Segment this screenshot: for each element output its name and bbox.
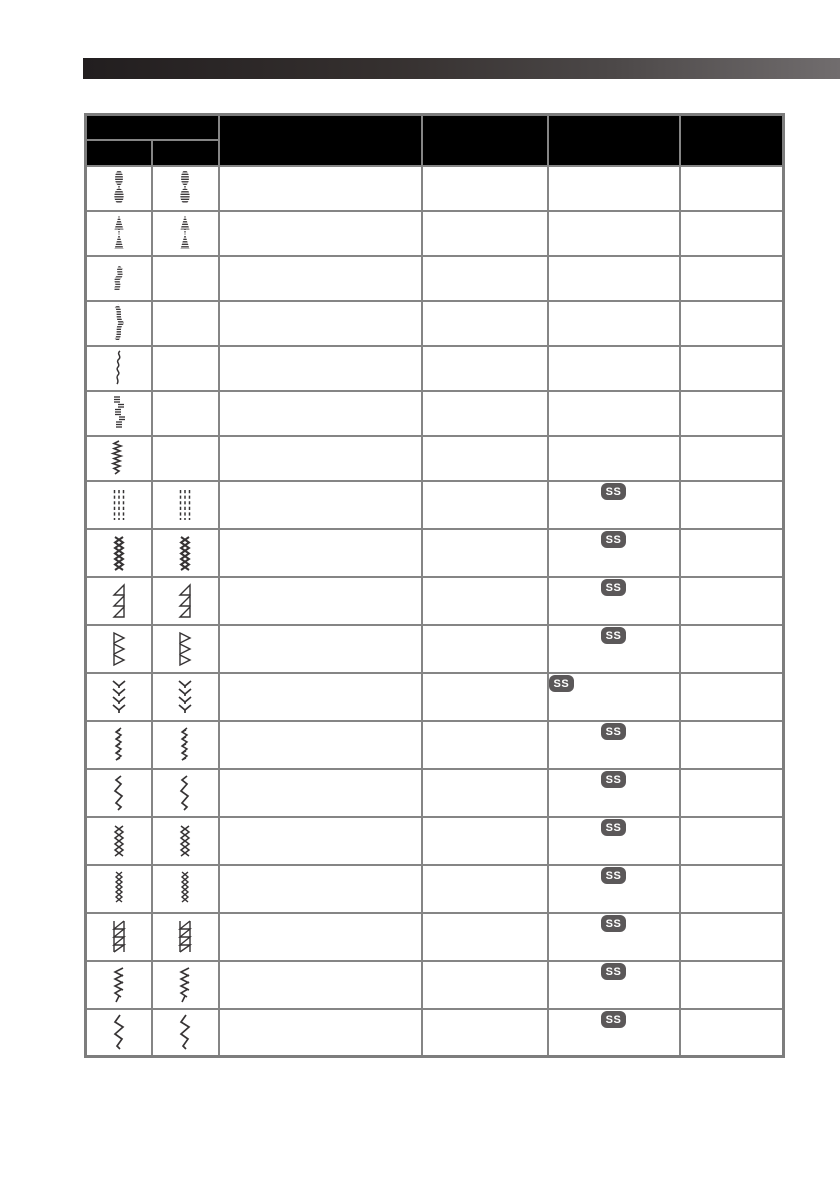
column-6-cell [680, 673, 784, 721]
stitch-row [86, 391, 784, 436]
stitch-row [86, 1009, 784, 1057]
column-4-cell [422, 625, 548, 673]
tapered-satin-stitch-icon [174, 214, 196, 252]
overlock-left-stitch-icon [108, 582, 130, 620]
column-5-cell [548, 961, 680, 1009]
description-cell [219, 481, 422, 529]
pattern-cell-a [86, 577, 152, 625]
column-6-cell [680, 166, 784, 211]
ric-rac-stitch-icon [174, 534, 196, 572]
table-header [86, 115, 784, 166]
pattern-cell-a [86, 301, 152, 346]
description-cell [219, 436, 422, 481]
diamond-stitch-icon [108, 870, 130, 908]
feather-chevron-stitch-icon [174, 678, 196, 716]
column-4-cell [422, 673, 548, 721]
ss-badge: SS [601, 1011, 627, 1028]
ss-badge: SS [601, 771, 627, 788]
column-6-cell [680, 961, 784, 1009]
column-6-cell [680, 817, 784, 865]
pattern-cell-a [86, 256, 152, 301]
column-6-cell [680, 625, 784, 673]
scallop-satin-stitch-icon [108, 304, 130, 342]
stitch-row [86, 721, 784, 769]
pattern-cell-b [152, 1009, 219, 1057]
pattern-cell-b [152, 913, 219, 961]
description-cell [219, 865, 422, 913]
column-5-cell [548, 346, 680, 391]
stitch-row [86, 913, 784, 961]
blind-hem-stitch-icon [108, 774, 130, 812]
overlock-left-stitch-icon [174, 582, 196, 620]
stretch-zigzag-stitch-icon [174, 1013, 196, 1051]
column-6-cell [680, 481, 784, 529]
pattern-cell-b [152, 769, 219, 817]
column-5-cell [548, 436, 680, 481]
column-4-cell [422, 1009, 548, 1057]
darning-stitch-icon [108, 439, 130, 477]
slant-feather-stitch-icon [108, 966, 130, 1004]
column-5-cell [548, 211, 680, 256]
description-cell [219, 301, 422, 346]
column-6-cell [680, 256, 784, 301]
pattern-cell-b [152, 346, 219, 391]
stitch-row [86, 166, 784, 211]
column-6-cell [680, 391, 784, 436]
pattern-cell-b [152, 436, 219, 481]
column-6-cell [680, 211, 784, 256]
pattern-cell-b [152, 673, 219, 721]
curved-satin-stitch-icon [108, 259, 130, 297]
description-cell [219, 256, 422, 301]
pattern-cell-a [86, 436, 152, 481]
ric-rac-stitch-icon [108, 534, 130, 572]
herringbone-stitch-icon [108, 726, 130, 764]
pattern-cell-a [86, 913, 152, 961]
ss-badge: SS [601, 579, 627, 596]
column-5-cell [548, 166, 680, 211]
boxed-overlock-stitch-icon [174, 918, 196, 956]
smocking-stitch-icon [108, 822, 130, 860]
header-sub-col-a [86, 140, 152, 166]
column-4-cell [422, 529, 548, 577]
ss-badge: SS [549, 675, 575, 692]
stitch-row [86, 817, 784, 865]
header-pattern-group [86, 115, 219, 140]
pattern-cell-b [152, 961, 219, 1009]
description-cell [219, 769, 422, 817]
stitch-reference-table [84, 113, 785, 1058]
header-column-4 [422, 115, 548, 166]
overlock-right-stitch-icon [108, 630, 130, 668]
header-column-5 [548, 115, 680, 166]
description-cell [219, 1009, 422, 1057]
blind-hem-stitch-icon [174, 774, 196, 812]
header-sub-col-b [152, 140, 219, 166]
ss-badge: SS [601, 531, 627, 548]
column-6-cell [680, 721, 784, 769]
header-column-6 [680, 115, 784, 166]
overlock-right-stitch-icon [174, 630, 196, 668]
column-4-cell [422, 166, 548, 211]
pattern-cell-a [86, 769, 152, 817]
column-4-cell [422, 301, 548, 346]
stretch-zigzag-stitch-icon [108, 1013, 130, 1051]
pattern-cell-a [86, 166, 152, 211]
ss-badge: SS [601, 723, 627, 740]
pattern-cell-b [152, 301, 219, 346]
pattern-cell-a [86, 391, 152, 436]
pattern-cell-a [86, 529, 152, 577]
diamond-stitch-icon [174, 870, 196, 908]
pattern-cell-b [152, 865, 219, 913]
column-6-cell [680, 865, 784, 913]
column-4-cell [422, 865, 548, 913]
pattern-cell-b [152, 256, 219, 301]
slant-feather-stitch-icon [174, 966, 196, 1004]
stitch-row [86, 346, 784, 391]
boxed-overlock-stitch-icon [108, 918, 130, 956]
ss-badge: SS [601, 627, 627, 644]
column-4-cell [422, 769, 548, 817]
pattern-cell-b [152, 166, 219, 211]
column-6-cell [680, 1009, 784, 1057]
column-5-cell [548, 529, 680, 577]
pattern-cell-a [86, 481, 152, 529]
stitch-row [86, 961, 784, 1009]
column-5-cell [548, 301, 680, 346]
column-6-cell [680, 769, 784, 817]
column-6-cell [680, 436, 784, 481]
description-cell [219, 529, 422, 577]
column-5-cell [548, 721, 680, 769]
column-4-cell [422, 961, 548, 1009]
pattern-cell-b [152, 211, 219, 256]
column-6-cell [680, 529, 784, 577]
stitch-row [86, 211, 784, 256]
column-4-cell [422, 481, 548, 529]
column-4-cell [422, 391, 548, 436]
ss-badge: SS [601, 963, 627, 980]
description-cell [219, 913, 422, 961]
column-5-cell [548, 817, 680, 865]
column-5-cell [548, 1009, 680, 1057]
stitch-table-body [86, 166, 784, 1057]
stitch-row [86, 673, 784, 721]
pattern-cell-b [152, 625, 219, 673]
column-4-cell [422, 346, 548, 391]
description-cell [219, 391, 422, 436]
stitch-row [86, 865, 784, 913]
description-cell [219, 166, 422, 211]
description-cell [219, 625, 422, 673]
stitch-row [86, 481, 784, 529]
column-5-cell [548, 865, 680, 913]
column-4-cell [422, 913, 548, 961]
stitch-row [86, 577, 784, 625]
section-title-bar [83, 58, 840, 79]
wave-stitch-icon [108, 349, 130, 387]
column-5-cell [548, 481, 680, 529]
description-cell [219, 346, 422, 391]
column-5-cell [548, 256, 680, 301]
column-6-cell [680, 913, 784, 961]
column-5-cell [548, 391, 680, 436]
smocking-stitch-icon [174, 822, 196, 860]
stitch-row [86, 301, 784, 346]
triple-straight-stitch-icon [108, 486, 130, 524]
pattern-cell-a [86, 961, 152, 1009]
column-5-cell [548, 625, 680, 673]
ss-badge: SS [601, 867, 627, 884]
description-cell [219, 577, 422, 625]
column-4-cell [422, 256, 548, 301]
column-4-cell [422, 817, 548, 865]
pattern-cell-a [86, 625, 152, 673]
pattern-cell-b [152, 577, 219, 625]
description-cell [219, 211, 422, 256]
column-4-cell [422, 577, 548, 625]
stitch-row [86, 436, 784, 481]
pattern-cell-a [86, 346, 152, 391]
herringbone-stitch-icon [174, 726, 196, 764]
description-cell [219, 961, 422, 1009]
eyelet-satin-stitch-icon [174, 169, 196, 207]
feather-chevron-stitch-icon [108, 678, 130, 716]
ss-badge: SS [601, 819, 627, 836]
pattern-cell-a [86, 817, 152, 865]
column-4-cell [422, 721, 548, 769]
pattern-cell-a [86, 865, 152, 913]
pattern-cell-a [86, 721, 152, 769]
stitch-row [86, 256, 784, 301]
stitch-row [86, 529, 784, 577]
column-5-cell [548, 673, 680, 721]
pattern-cell-b [152, 529, 219, 577]
tapered-satin-stitch-icon [108, 214, 130, 252]
column-4-cell [422, 436, 548, 481]
pattern-cell-b [152, 817, 219, 865]
header-description [219, 115, 422, 166]
ladder-stitch-icon [108, 394, 130, 432]
column-5-cell [548, 577, 680, 625]
stitch-row [86, 625, 784, 673]
stitch-row [86, 769, 784, 817]
column-5-cell [548, 913, 680, 961]
pattern-cell-a [86, 1009, 152, 1057]
column-6-cell [680, 301, 784, 346]
pattern-cell-a [86, 673, 152, 721]
column-6-cell [680, 346, 784, 391]
pattern-cell-b [152, 391, 219, 436]
column-4-cell [422, 211, 548, 256]
ss-badge: SS [601, 483, 627, 500]
description-cell [219, 721, 422, 769]
pattern-cell-b [152, 721, 219, 769]
column-5-cell [548, 769, 680, 817]
eyelet-satin-stitch-icon [108, 169, 130, 207]
description-cell [219, 817, 422, 865]
triple-straight-stitch-icon [174, 486, 196, 524]
column-6-cell [680, 577, 784, 625]
description-cell [219, 673, 422, 721]
ss-badge: SS [601, 915, 627, 932]
pattern-cell-a [86, 211, 152, 256]
pattern-cell-b [152, 481, 219, 529]
